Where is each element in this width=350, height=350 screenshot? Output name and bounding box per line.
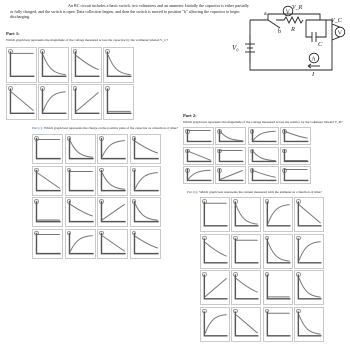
part-1-option-8[interactable] (103, 84, 134, 120)
graph-plot (201, 308, 229, 341)
part-1b-option-2[interactable] (65, 134, 96, 164)
part-1-option-2[interactable] (38, 47, 69, 83)
graph-axes (285, 169, 309, 181)
graph-curve (43, 92, 66, 112)
part-2b-option-15[interactable] (263, 307, 293, 342)
graph-plot (7, 85, 36, 119)
graph-curve (70, 204, 93, 216)
graph-plot (184, 128, 213, 144)
graph-axes (204, 275, 227, 300)
part-2b-option-13[interactable] (200, 307, 230, 342)
part-1b-option-6[interactable] (65, 166, 96, 196)
graph-axes (75, 89, 99, 114)
graph-curve (102, 204, 125, 220)
graph-plot (216, 128, 245, 144)
graph-axes (102, 201, 126, 222)
graph-plot (201, 235, 229, 268)
part-2-option-4[interactable] (280, 127, 311, 145)
part-1-title: Part 1: (6, 31, 20, 36)
graph-plot (72, 85, 101, 119)
graph-curve (76, 93, 99, 112)
voltmeter-r-label: V_R (292, 5, 303, 11)
part-2-option-2[interactable] (215, 127, 246, 145)
graph-axes (36, 201, 60, 222)
graph-plot (66, 135, 95, 163)
part-1b-option-13[interactable] (32, 229, 63, 259)
part-2b-option-8[interactable] (294, 234, 324, 269)
part-1b-option-11[interactable] (97, 197, 128, 227)
part-2b-question-text: Which graph best represents the current measured with the ammeter as a function of time? (199, 190, 322, 194)
graph-curve (70, 141, 93, 158)
graph-curve (135, 141, 158, 153)
graph-curve (188, 170, 211, 179)
graph-plot (295, 235, 323, 268)
part-2-options (183, 127, 311, 184)
part-2b-option-3[interactable] (263, 197, 293, 232)
graph-plot (98, 230, 127, 258)
part-1b-question-text: Which graph best represents the charge on the positive plate of the capacitor as a function of time? (44, 126, 178, 130)
graph-plot (104, 85, 133, 119)
graph-plot (232, 235, 260, 268)
graph-plot (281, 128, 310, 144)
graph-plot (249, 128, 278, 144)
graph-curve (108, 55, 131, 75)
part-1b-option-16[interactable] (130, 229, 161, 259)
part-2-option-11[interactable] (248, 166, 279, 184)
graph-plot (232, 308, 260, 341)
graph-plot (39, 48, 68, 82)
part-1b-option-12[interactable] (130, 197, 161, 227)
graph-curve (102, 236, 125, 252)
graph-curve (236, 315, 258, 334)
graph-plot (131, 135, 160, 163)
part-1b-option-8[interactable] (130, 166, 161, 196)
part-1b-option-5[interactable] (32, 166, 63, 196)
part-2-option-7[interactable] (248, 147, 279, 165)
graph-axes (69, 138, 93, 159)
voltmeter-c-label: V_C (331, 18, 342, 24)
part-2-title: Part 2: (183, 113, 197, 118)
graph-curve (268, 241, 290, 261)
graph-plot (131, 167, 160, 195)
part-2b-option-11[interactable] (263, 270, 293, 305)
part-1-options (6, 47, 134, 120)
graph-plot (201, 198, 229, 231)
part-2-question: Which graph best represents the magnitude of the voltage measured across the resistor by the voltmeter labeled V_R? (183, 120, 343, 124)
part-2-option-9[interactable] (183, 166, 214, 184)
part-2b-option-10[interactable] (231, 270, 261, 305)
part-1b-options (32, 134, 161, 259)
graph-axes (204, 201, 227, 226)
graph-plot (201, 271, 229, 304)
graph-curve (285, 132, 308, 139)
graph-curve (253, 151, 276, 160)
part-2-option-10[interactable] (215, 166, 246, 184)
graph-axes (285, 149, 309, 161)
graph-plot (232, 271, 260, 304)
graph-curve (299, 205, 321, 224)
part-1-option-6[interactable] (38, 84, 69, 120)
graph-axes (220, 130, 244, 142)
graph-axes (102, 169, 126, 190)
part-2-option-6[interactable] (215, 147, 246, 165)
part-2-option-1[interactable] (183, 127, 214, 145)
graph-curve (220, 171, 243, 180)
graph-curve (220, 131, 243, 140)
part-2b-option-12[interactable] (294, 270, 324, 305)
graph-axes (36, 138, 60, 159)
graph-axes (267, 238, 290, 263)
part-1b-option-4[interactable] (130, 134, 161, 164)
graph-curve (135, 204, 158, 221)
graph-curve (205, 279, 227, 298)
problem-statement: An RC circuit includes a basic switch, two voltmeters and an ammeter. Initially the capacitor is either partially or fully charged, and the switch is open. Data collection begins, and then the switch is moved to position "b" allowing the capacitor to begin discharging. (10, 3, 249, 20)
graph-plot (249, 148, 278, 164)
graph-plot (104, 48, 133, 82)
graph-curve (299, 241, 321, 260)
graph-curve (11, 92, 34, 111)
part-1b-question (32, 126, 178, 130)
resistor-label: R (291, 26, 295, 33)
part-2-option-3[interactable] (248, 127, 279, 145)
graph-plot (33, 198, 62, 226)
graph-axes (69, 169, 93, 190)
part-2b-option-9[interactable] (200, 270, 230, 305)
ammeter-symbol: A (311, 56, 316, 63)
graph-curve (299, 278, 321, 298)
part-2-option-12[interactable] (280, 166, 311, 184)
part-1b-link[interactable]: Part (c): (32, 126, 44, 130)
graph-curve (253, 131, 276, 140)
part-2b-option-7[interactable] (263, 234, 293, 269)
part-2b-link[interactable]: Part (b): (187, 190, 199, 194)
graph-plot (295, 271, 323, 304)
part-2b-question (187, 190, 322, 194)
graph-axes (267, 311, 290, 336)
graph-plot (184, 148, 213, 164)
capacitor-label: C (318, 41, 323, 48)
graph-curve (236, 205, 258, 225)
graph-axes (134, 201, 158, 222)
graph-curve (37, 172, 60, 188)
part-1b-option-10[interactable] (65, 197, 96, 227)
graph-plot (72, 48, 101, 82)
part-1-option-5[interactable] (6, 84, 37, 120)
part-1-option-3[interactable] (71, 47, 102, 83)
graph-curve (205, 242, 227, 256)
graph-plot (98, 135, 127, 163)
part-1b-option-3[interactable] (97, 134, 128, 164)
source-label: V₀ (232, 44, 239, 52)
graph-plot (295, 198, 323, 231)
switch-a-label: a (264, 11, 267, 17)
graph-plot (232, 198, 260, 231)
part-2b-option-4[interactable] (294, 197, 324, 232)
graph-plot (264, 308, 292, 341)
voltmeter-c-symbol: V (337, 30, 342, 37)
part-1b-option-15[interactable] (97, 229, 128, 259)
graph-plot (7, 48, 36, 82)
graph-curve (268, 205, 290, 224)
graph-plot (281, 167, 310, 183)
part-2-option-5[interactable] (183, 147, 214, 165)
graph-plot (264, 235, 292, 268)
graph-axes (267, 275, 290, 300)
graph-curve (135, 236, 158, 248)
part-2b-option-1[interactable] (200, 197, 230, 232)
part-2b-option-5[interactable] (200, 234, 230, 269)
graph-curve (236, 279, 258, 293)
graph-plot (264, 198, 292, 231)
part-2b-option-16[interactable] (294, 307, 324, 342)
graph-axes (108, 89, 132, 114)
part-1-option-1[interactable] (6, 47, 37, 83)
graph-plot (33, 135, 62, 163)
part-2b-option-2[interactable] (231, 197, 261, 232)
graph-curve (102, 141, 125, 157)
graph-plot (33, 230, 62, 258)
part-1b-option-7[interactable] (97, 166, 128, 196)
graph-plot (66, 230, 95, 258)
graph-plot (66, 198, 95, 226)
graph-curve (70, 236, 93, 252)
graph-axes (108, 51, 132, 76)
part-2b-options (200, 197, 324, 342)
graph-plot (131, 198, 160, 226)
part-1b-option-14[interactable] (65, 229, 96, 259)
part-1b-option-1[interactable] (32, 134, 63, 164)
graph-axes (236, 201, 259, 226)
graph-axes (298, 275, 321, 300)
graph-axes (252, 149, 276, 161)
part-2-option-8[interactable] (280, 147, 311, 165)
current-label: I (312, 71, 315, 78)
graph-plot (66, 167, 95, 195)
graph-axes (43, 51, 67, 76)
graph-axes (36, 233, 60, 254)
part-2b-option-6[interactable] (231, 234, 261, 269)
part-1-option-7[interactable] (71, 84, 102, 120)
graph-plot (98, 198, 127, 226)
graph-plot (184, 167, 213, 183)
graph-plot (33, 167, 62, 195)
graph-plot (39, 85, 68, 119)
graph-curve (102, 172, 125, 189)
part-1-option-4[interactable] (103, 47, 134, 83)
graph-curve (205, 315, 227, 334)
graph-curve (43, 55, 66, 75)
graph-curve (188, 151, 211, 160)
part-1-question: Which graph best represents the magnitude of the voltage measured across the capacitor by the voltmeter labeled V_C? (6, 38, 168, 42)
graph-axes (298, 311, 321, 336)
voltmeter-r-symbol: V (285, 9, 290, 16)
graph-plot (131, 230, 160, 258)
graph-curve (253, 171, 276, 178)
part-2b-option-14[interactable] (231, 307, 261, 342)
graph-plot (264, 271, 292, 304)
graph-plot (249, 167, 278, 183)
graph-plot (295, 308, 323, 341)
graph-axes (236, 238, 259, 263)
graph-plot (216, 148, 245, 164)
graph-curve (76, 55, 99, 69)
rc-circuit-diagram (228, 2, 350, 78)
switch-b-label: b (278, 29, 281, 35)
graph-plot (216, 167, 245, 183)
graph-plot (98, 167, 127, 195)
graph-axes (220, 149, 244, 161)
graph-curve (135, 172, 158, 188)
graph-plot (281, 148, 310, 164)
graph-axes (187, 130, 211, 142)
graph-curve (299, 315, 321, 335)
part-1b-option-9[interactable] (32, 197, 63, 227)
graph-axes (10, 51, 34, 76)
